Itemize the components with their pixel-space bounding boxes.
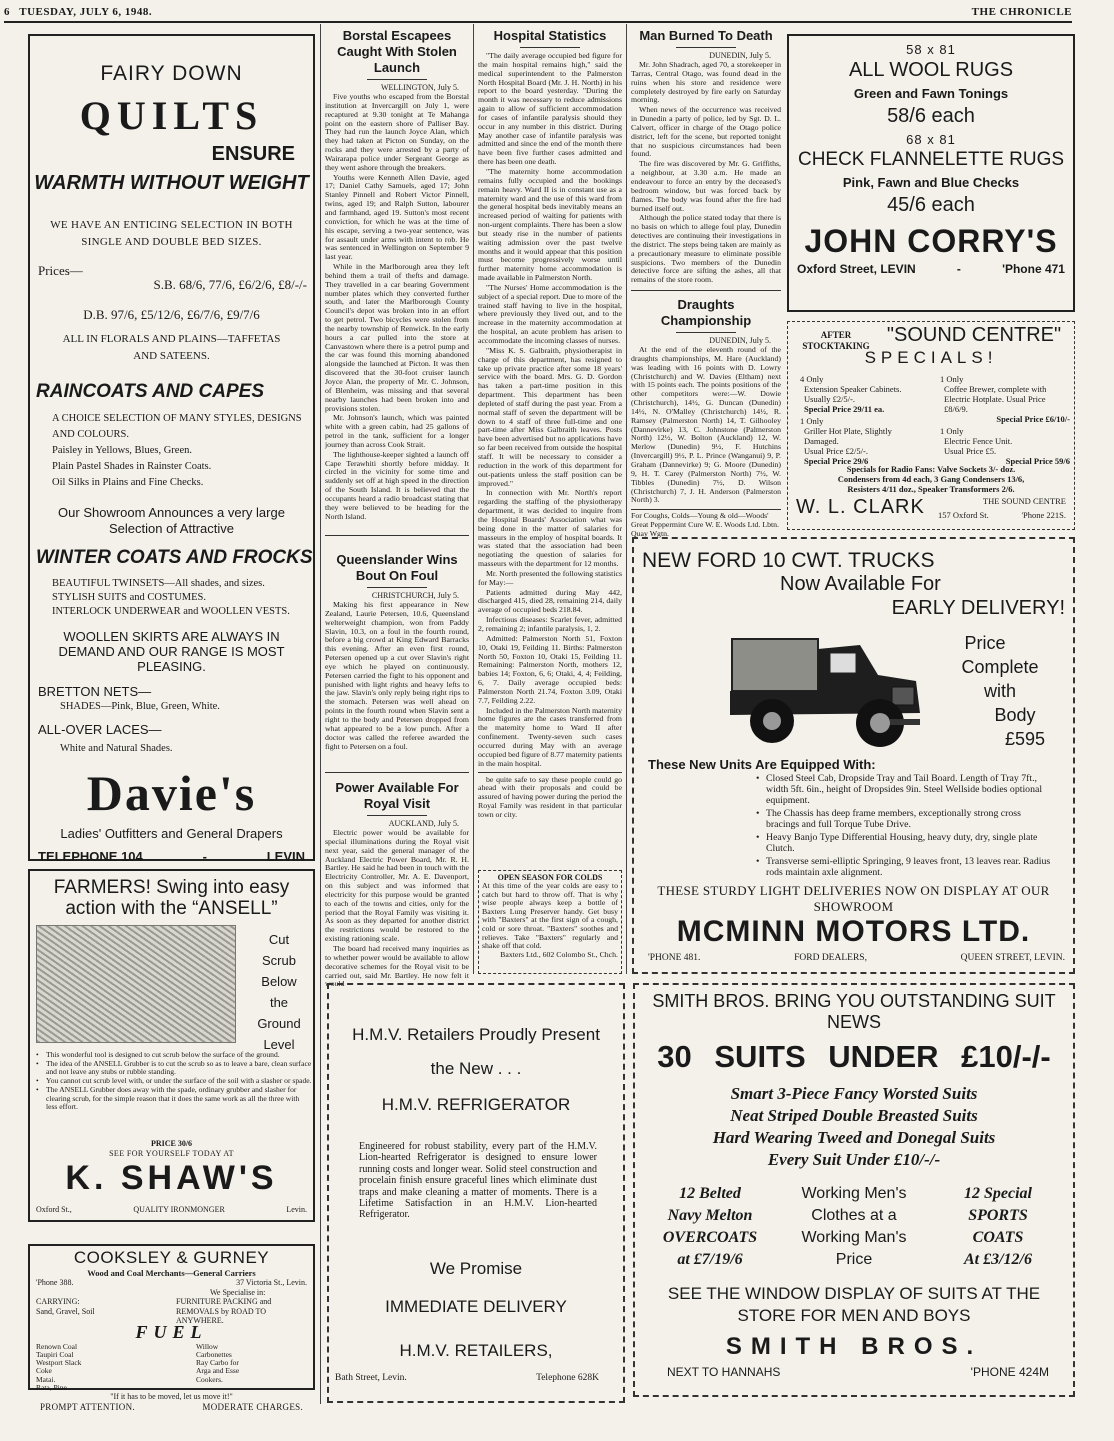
shaw-price: PRICE 30/6: [150, 1139, 193, 1148]
shaw-quality: QUALITY IRONMONGER: [133, 1205, 225, 1214]
mcminn-logo: MCMINN MOTORS LTD.: [676, 915, 1031, 948]
raincoats-heading: RAINCOATS AND CAPES: [36, 381, 265, 402]
offer-line: Working Men's: [801, 1185, 907, 1202]
item-special: Special Price 29/6: [804, 456, 869, 466]
article-paragraph: At the end of the eleventh round of the draughts championships, M. Hare (Auckland) was leading with 16 points with D. Lowry (Christchurch) and W. Davies (Eltham) next with 15 points each. The points positions of the other competitors were:—W. Dowie (Christchurch), 14½, G. Duncan (Dunedin) 14½, N. O'Malley (Christchurch) 14½, R. Ramsey (Palmerston North) 14, T. Gilhooley (Dannevirke) 13, C. Johnstone (Palmerston North) 12½, W. Bolton (Auckland) 12, W. Merlow (Dunedin) 9½, F. Hutchins (Invercargill) 9½, P. L. Prince (Wanganui) 9, P. Graham (Dannevirke) 9; G. Moore (Dunedin) 9, H. T. Carey (Palmerston North) 7½, W. Tibbles (Dunedin) 7½, D. Wilson (Christchurch) 7, J. H. Anderson (Palmerston North) 3.: [631, 345, 781, 505]
shaw-bullet: • The ANSELL Grubber does away with the spade, ordinary grubber and slasher for clearing scrub, for the simple reason that it does the same work as all the three with less effort.: [34, 1086, 312, 1112]
peppermint-ad: For Coughs, Colds—Young & old—Woods' Great Peppermint Cure W. E. Woods Ltd. Lbtn. Quay Wgtn.: [631, 511, 779, 538]
side-line-4: the: [269, 995, 289, 1010]
draughts-headline: Draughts Championship: [660, 297, 752, 328]
side-line-5: Ground: [257, 1016, 301, 1031]
suit-line: Every Suit Under £10/-/-: [767, 1150, 941, 1169]
queenslander-headline: Queenslander Wins Bout On Foul: [336, 552, 458, 583]
cooksley-contact: [36, 1278, 307, 1288]
shaw-see: SEE FOR YOURSELF TODAY AT: [109, 1149, 234, 1158]
offer-line: 12 Belted: [679, 1185, 741, 1202]
cooksley-title: COOKSLEY & GURNEY: [73, 1248, 270, 1267]
article-paragraph: Included in the Palmerston North maternity home figures are the cases transferred from the maternity home to Ward II after confinement. Twenty-seven such cases occurred during May with an average occupied bed figure of 8.77 maternity patients in the main hospital.: [478, 705, 622, 768]
early-delivery: EARLY DELIVERY!: [891, 597, 1065, 619]
truck-price-block: [930, 631, 1070, 751]
page-number: 6: [4, 6, 10, 18]
item-special: Special Price 59/6: [1005, 456, 1070, 466]
corry-logo: JOHN CORRY'S: [804, 223, 1058, 259]
corry-price-2: 45/6 each: [887, 194, 975, 216]
burned-article: [631, 28, 781, 286]
mcminn-address: QUEEN STREET, LEVIN.: [960, 953, 1065, 963]
side-line-3: Below: [261, 974, 297, 989]
article-paragraph: Patients admitted during May 442, discharged 415, died 28, remaining 214, daily average of occupied beds 218.84.: [478, 587, 622, 615]
article-paragraph: "The maternity home accommodation remains fully occupied and the bookings remain heavy. Ward II is in constant use as a maternity ward and the use of this ward from the general hospital beds inevitably means an increased period of waiting for patients with non-urgent complaints. There has been a slow but steady rise in the number of patients waiting admission over the past twelve months and it would appear that this position must become progressively worse until further maternity home accommodation is made available in Palmerston North.: [478, 166, 622, 283]
sound-centre-name: THE SOUND CENTRE: [982, 496, 1066, 506]
fuel-item: Coke: [36, 1366, 52, 1376]
shaw-footer: [36, 1205, 307, 1214]
section-rule: [325, 772, 469, 773]
ford-trucks-heading: NEW FORD 10 CWT. TRUCKS: [642, 549, 935, 572]
radio-line: Specials for Radio Fans: Valve Sockets 3/- doz.: [846, 464, 1016, 474]
offer-line: Clothes at a: [811, 1207, 897, 1224]
corry-size-1: 58 x 81: [906, 42, 956, 57]
skirts-text: WOOLLEN SKIRTS ARE ALWAYS IN DEMAND AND OUR RANGE IS MOST PLEASING.: [58, 629, 285, 674]
sound-item: [934, 374, 1070, 424]
bretton-text: SHADES—Pink, Blue, Green, White.: [60, 701, 220, 712]
article-paragraph: "Miss K. S. Galbraith, physiotherapist in charge of this department, has resigned to take up private practice after some 18 years' service with the board. Mrs. G. D. Gordon has taken a part-time position in this department. This department has been depleted of staff during the past year. From a normal staff of seven the department will be down to 4 staff of three full-time and one part-time after Miss Galbraith leaves. Posts have been advertised but no applications have so far been received from outside the hospital staff. It will be necessary to consider a reduction in the work of this department for out-patients unless the staff position can be improved.": [478, 345, 622, 488]
shaw-side-text: [244, 929, 314, 1055]
clark-phone: 'Phone 221S.: [1021, 510, 1066, 520]
ford-truck-illustration: [720, 623, 930, 755]
davies-footer: [38, 849, 305, 864]
article-paragraph: The board had received many inquiries as to whether power would be available to allow decorative schemes for the Royal visit to be carried out, said Mr. Bartley. He now felt it would: [325, 943, 469, 989]
clark-logo: W. L. CLARK: [796, 496, 925, 518]
sound-centre-title: "SOUND CENTRE": [886, 324, 1062, 346]
overcoats-offer: [645, 1183, 775, 1271]
headline-rule: [676, 332, 736, 333]
article-paragraph: be quite safe to say these people could go ahead with their proposals and could be assured of having power during the period the Royal Family was resident in that particular town or city.: [478, 774, 622, 819]
item-desc: Electric Fence Unit.: [944, 436, 1013, 446]
prices-label: Prices—: [38, 263, 83, 278]
clark-address: 157 Oxford St.: [938, 510, 989, 520]
item-desc: Extension Speaker Cabinets.: [804, 384, 902, 394]
hmv-refrigerator: H.M.V. REFRIGERATOR: [381, 1095, 571, 1114]
fuel-heading: FUEL: [135, 1321, 208, 1342]
side-line-1: Cut: [268, 932, 290, 947]
hmv-body: Engineered for robust stability, every part of the H.M.V. Lion-hearted Refrigerator is designed to ensure lower running costs and longer wear. Solid steel construction and procelain finish ensure graceful lines which eliminate dust traps and make cleaning a matter of moments. There is a Lifetime Satisfaction in an H.M.V. Lion-hearted Refrigerator.: [359, 1141, 597, 1221]
page-date: TUESDAY, JULY 6, 1948.: [19, 6, 153, 18]
smith-advertisement: [633, 983, 1075, 1397]
shaw-logo: K. SHAW'S: [65, 1159, 278, 1197]
working-clothes-offer: [784, 1183, 924, 1271]
corry-checks: Pink, Fawn and Blue Checks: [842, 175, 1020, 190]
sound-item: [794, 416, 926, 466]
sound-item: [794, 374, 926, 414]
truck-features: [754, 773, 1054, 878]
smith-phone: 'PHONE 424M: [970, 1365, 1049, 1379]
fuel-list: [36, 1343, 307, 1393]
raincoats-line-2: Paisley in Yellows, Blues, Green.: [52, 445, 192, 456]
fuel-item: Matai.: [36, 1374, 56, 1384]
offer-line: OVERCOATS: [662, 1229, 758, 1246]
fuel-item: Taupiri Coal: [36, 1349, 74, 1359]
paper-name: THE CHRONICLE: [971, 6, 1072, 18]
corry-address: Oxford Street, LEVIN: [797, 262, 916, 276]
florals-text: ALL IN FLORALS AND PLAINS—TAFFETAS AND SATEENS.: [62, 333, 281, 362]
cooksley-motto: "If it has to be moved, let us move it!": [110, 1392, 233, 1402]
article-paragraph: In connection with Mr. North's report regarding the staffing of the physiotherapy department, it was decided to inquire from the Hospital Boards' Association what was being done in the matter of salaries for masseurs in the employ of hospital boards. It was stated that the association had been negotiating the question of salaries for masseurs with the department for 12 months.: [478, 488, 622, 569]
davies-subtitle: Ladies' Outfitters and General Drapers: [60, 826, 283, 841]
headline-rule: [367, 79, 427, 80]
cooksley-advertisement: [28, 1244, 315, 1412]
mcminn-dealers: FORD DEALERS,: [794, 953, 867, 963]
shaw-bullet: • You cannot cut scrub level with, or under the surface of the soil with a slasher or spade.: [34, 1077, 312, 1086]
offer-line: Price: [835, 1251, 873, 1268]
smith-suit-lines: [635, 1083, 1073, 1171]
shaw-town: Levin.: [286, 1205, 307, 1214]
corry-tonings: Green and Fawn Tonings: [853, 86, 1009, 101]
hmv-address: Bath Street, Levin.: [335, 1372, 407, 1383]
raincoats-text: [52, 411, 303, 491]
article-paragraph: Infectious diseases: Scarlet fever, admitted 2, remaining 2; infantile paralysis, 1, 2.: [478, 615, 622, 633]
cooksley-footer: [40, 1402, 303, 1412]
hmv-footer: [335, 1373, 599, 1383]
power-headline: Power Available For Royal Visit: [335, 780, 459, 811]
all-wool-rugs: ALL WOOL RUGS: [848, 59, 1014, 81]
colds-text: At this time of the year colds are easy to catch but hard to throw off. That is why wise people always keep a bottle of Baxters Lung Preserver handy. Get busy with "Baxters" at the first sign of a cough, cold or sore throat. "Baxters" soothes and relieves. Take "Baxters" regularly and shake off that cold.: [482, 881, 618, 951]
item-desc: Griller Hot Plate, Slightly Damaged.: [804, 426, 892, 446]
window-display: SEE THE WINDOW DISPLAY OF SUITS AT THE STORE FOR MEN AND BOYS: [667, 1284, 1041, 1325]
corry-dash: -: [956, 262, 961, 276]
suit-line: Hard Wearing Tweed and Donegal Suits: [712, 1128, 996, 1147]
price-line: Price: [964, 633, 1006, 653]
hmv-promise: We Promise: [429, 1258, 523, 1278]
showroom-text: Our Showroom Announces a very large Selection of Attractive: [58, 505, 285, 536]
fairy-down-heading: FAIRY DOWN: [100, 62, 243, 85]
burned-headline: Man Burned To Death: [639, 28, 773, 43]
offer-line: At £3/12/6: [963, 1251, 1032, 1268]
winter-line-3: INTERLOCK UNDERWEAR and WOOLLEN VESTS.: [52, 606, 290, 617]
article-paragraph: The fire was discovered by Mr. G. Griffiths, a neighbour, at 3.30 a.m. He made an endeavour to force an entry by the deceased's bedroom window, but was forced back by flames. The body was found after the fire had burned itself out.: [631, 159, 781, 213]
item-qty: 4 Only: [800, 374, 824, 384]
fuel-item: Arga and Esse: [196, 1366, 240, 1376]
item-qty: 1 Only: [800, 416, 824, 426]
article-paragraph: Youths were Kenneth Allen Davie, aged 17; Daniel Cathy Samuels, aged 17; John Stanley Pinnell and Robert Victor Pinnell, twins, aged 19; and Ralph Sutton, labourer and farmhand, aged 19. Sutton's most recent conviction, for which he was at the time of his escape, serving a two-year sentence, was for assault under arms with intent to rob. He was sentenced in Wellington on September 9 last year.: [325, 172, 469, 262]
selection-text: WE HAVE AN ENTICING SELECTION IN BOTH SINGLE AND DOUBLE BED SIZES.: [50, 219, 293, 248]
article-paragraph: When news of the occurrence was received in Dunedin a party of police, led by Sgt. D. L. Calvert, officer in charge of the Otago police district, left for the scene, but reported tonight that no suspicious circumstances had been found.: [631, 105, 781, 159]
headline-rule: [367, 587, 427, 588]
sound-right-column: [934, 374, 1070, 466]
draughts-article: [631, 297, 781, 506]
sound-radio-specials: [792, 464, 1070, 494]
item-usual: Usual Price £5.: [944, 446, 997, 456]
section-rule: [631, 290, 781, 291]
headline-rule: [520, 47, 580, 48]
price-line: Complete: [961, 657, 1039, 677]
feature-item: • Heavy Banjo Type Differential Housing, heavy duty, dry, single plate Clutch.: [754, 832, 1054, 854]
smith-headline: SMITH BROS. BRING YOU OUTSTANDING SUIT NEWS: [652, 991, 1056, 1032]
item-usual: Usually £2/5/-.: [804, 394, 855, 404]
hospital-headline: Hospital Statistics: [493, 28, 607, 43]
corry-footer: [797, 262, 1065, 276]
winter-line-1: BEAUTIFUL TWINSETS—All shades, and sizes.: [52, 578, 265, 589]
corry-size-2: 68 x 81: [906, 132, 956, 147]
shaw-advertisement: [28, 869, 315, 1222]
item-usual: Usual Price £2/5/-.: [804, 446, 868, 456]
article-paragraph: Mr. Johnson's launch, which was painted white with a green cabin, had 25 gallons of petrol in the tank, sufficient for a longer journey than across Cook Strait.: [325, 413, 469, 449]
fuel-item: Rata, Pine: [36, 1382, 67, 1392]
suits-under: 30 SUITS UNDER £10/-/-: [657, 1039, 1051, 1074]
fuel-item: Renown Coal: [36, 1341, 78, 1351]
sound-left-column: [794, 374, 926, 466]
article-paragraph: Five youths who escaped from the Borstal institution at Invercargill on July 1, were recaptured at 9.30 tonight at Te Mahanga point on the eastern shore of Palliser Bay. They had run the launch Joyce Alan, which they had taken at Picton on Sunday, on the rocks and they were arrested by a party of Wairarapa police under Sergeant George as they went ashore through the breakers.: [325, 92, 469, 172]
item-special: Special Price 29/11 ea.: [804, 404, 885, 414]
column-rule: [320, 24, 321, 1404]
fuel-item: Westport Slack: [36, 1358, 82, 1368]
winter-line-2: STYLISH SUITS and COSTUMES.: [52, 592, 207, 603]
laces-text: White and Natural Shades.: [60, 743, 173, 754]
price-line: £595: [1004, 729, 1046, 749]
column-rule: [626, 24, 627, 974]
header-rule: [4, 21, 1072, 23]
offer-line: SPORTS: [968, 1207, 1028, 1224]
prompt-text: PROMPT ATTENTION.: [40, 1401, 135, 1412]
colds-title: OPEN SEASON FOR COLDS: [497, 873, 603, 882]
fuel-item: Ray Carbo for: [196, 1358, 239, 1368]
article-paragraph: Making his first appearance in New Zealand, Laurie Petersen, 10.6, Queensland welterweight champion, won from Paddy Slavin, 10.3, on a foul in the fourth round, before a big crowd at King Edward Barracks this evening. After an even first round, Petersen opened up a cut over Slavin's right eye which he played on continuously. Petersen carried the fight to his opponent and punished with light rights and heavy lefts to the jaw. Slavin's only reply being right rips to the stomach. Petersen was well ahead on points in the fourth round when Slavin sent a right to the body and Petersen dropped from what appeared to be a low punch. After a doctor was called the referee awarded the fight to Petersen on a foul.: [325, 600, 469, 751]
queenslander-article: [325, 552, 469, 752]
winter-coats-heading: WINTER COATS AND FROCKS: [36, 547, 313, 568]
page-header: [4, 6, 1072, 20]
sound-item: [934, 426, 1070, 466]
after-stocktaking: AFTER STOCKTAKING: [802, 330, 870, 351]
mcminn-advertisement: [632, 537, 1075, 974]
price-line: Body: [994, 705, 1036, 725]
article-paragraph: "The Nurses' Home accommodation is the subject of a special report. Due to more of the trained staff having to live in the hospital, where previously they lived out, and to the increase in the maternity accommodation at the hospital, an acute problem has arisen to accommodate the incoming classes of nurses.: [478, 282, 622, 345]
item-desc: Coffee Brewer, complete with Electric Hotplate. Usual Price £8/6/9.: [944, 384, 1047, 414]
suit-line: Smart 3-Piece Fancy Worsted Suits: [730, 1084, 978, 1103]
article-paragraph: Electric power would be available for special illuminations during the Royal visit next year, said the general manager of the Auckland Electric Power Board, Mr. R. H. Bartley. He said he had been in touch with the Electricity Controller, Mr. A. E. Davenport, on this subject and was informed that electricity for this purpose would be granted to each of the towns and cities, only for the period that the Royal Family was visiting it. As soon as they departed for another district the restrictions would be restored to the existing rationing scale.: [325, 828, 469, 944]
borstal-headline: Borstal Escapees Caught With Stolen Launch: [337, 28, 457, 75]
carrying-items: Sand, Gravel, Soil: [36, 1306, 95, 1316]
offer-line: 12 Special: [964, 1185, 1032, 1202]
feature-item: • Transverse semi-elliptic Springing, 9 leaves front, 13 leaves rear. Radius rods maintain axle alignment.: [754, 856, 1054, 878]
shaw-bullets: [34, 1051, 312, 1112]
cooksley-address: 37 Victoria St., Levin.: [236, 1278, 307, 1287]
feature-item: • The Chassis has deep frame members, exceptionally strong cross bracings and full Torque Tube Drive.: [754, 808, 1054, 830]
corry-phone: 'Phone 471: [1002, 262, 1065, 276]
corry-price-1: 58/6 each: [887, 105, 975, 127]
shaw-title: FARMERS! Swing into easy action with the “ANSELL”: [53, 877, 290, 919]
article-paragraph: "The daily average occupied bed figure for the main hospital remains high," said the medical superintendent to the Palmerston North Hospital Board (Mr. J. H. North) in his report to the board yesterday. "During the month it was necessary to reduce admissions again to allow of sufficient accommodation for cases of infantile paralysis should they occur in any number in this district. During May another case of infantile paralysis was admitted and since the end of the month there have been five further cases admitted and there has been one death.: [478, 51, 622, 167]
quilts-heading: QUILTS: [79, 93, 264, 138]
borstal-article: [325, 28, 469, 523]
raincoats-line-1: A CHOICE SELECTION OF MANY STYLES, DESIGNS AND COLOURS.: [52, 413, 302, 440]
section-rule: [325, 535, 469, 536]
mcminn-footer: [648, 953, 1065, 963]
radio-line: Resisters 4/11 doz., Speaker Transformers 2/6.: [847, 484, 1015, 494]
radio-line: Condensers from 4d each, 3 Gang Condensers 13/6,: [837, 474, 1025, 484]
ensure-heading: ENSURE: [211, 143, 295, 165]
burned-dateline: DUNEDIN, July 5.: [709, 51, 771, 60]
bretton-heading: BRETTON NETS—: [38, 684, 152, 699]
shaw-bullet: • The idea of the ANSELL Grubber is to cut the scrub so as to leave a bare, clean surface and not leave any stubs or rubble standing.: [34, 1060, 312, 1077]
section-rule: [478, 772, 622, 773]
mcminn-phone: 'PHONE 481.: [648, 953, 701, 963]
column-rule: [473, 24, 474, 974]
colds-advertisement: [478, 870, 622, 974]
smith-next: NEXT TO HANNAHS: [667, 1365, 781, 1379]
side-line-2: Scrub: [262, 953, 296, 968]
davies-town: LEVIN: [266, 849, 305, 864]
article-paragraph: Mr. John Shadrach, aged 70, a storekeeper in Tarras, Central Otago, was found dead in the ruins when his store and residence were completely destroyed by fire early on Saturday morning.: [631, 60, 781, 105]
colds-address: Baxters Ltd., 602 Colombo St., Chch.: [500, 949, 618, 959]
laces-heading: ALL-OVER LACES—: [38, 722, 162, 737]
offer-line: Working Man's: [801, 1229, 907, 1246]
now-available: Now Available For: [780, 573, 941, 595]
item-qty: 1 Only: [940, 374, 964, 384]
furniture-text: FURNITURE PACKING and REMOVALS by ROAD TO ANYWHERE.: [176, 1297, 272, 1325]
queenslander-dateline: CHRISTCHURCH, July 5.: [371, 591, 459, 600]
grubber-illustration: [36, 925, 236, 1043]
hmv-delivery: IMMEDIATE DELIVERY: [385, 1296, 567, 1316]
cooksley-subtitle: Wood and Coal Merchants—General Carriers: [87, 1268, 256, 1278]
headline-rule: [676, 47, 736, 48]
hmv-new: the New . . .: [430, 1059, 522, 1078]
draughts-dateline: DUNEDIN, July 5.: [709, 336, 771, 345]
davies-advertisement: [28, 34, 315, 864]
sound-centre-advertisement: [787, 321, 1075, 530]
hmv-retailers: H.M.V. RETAILERS,: [399, 1340, 553, 1360]
davies-telephone: TELEPHONE 104: [38, 849, 143, 864]
moderate-text: MODERATE CHARGES.: [202, 1401, 303, 1412]
hmv-present: H.M.V. Retailers Proudly Present: [352, 1025, 600, 1044]
shaw-street: Oxford St.,: [36, 1205, 72, 1214]
headline-rule: [367, 815, 427, 816]
offer-line: at £7/19/6: [677, 1251, 743, 1268]
suit-line: Neat Striped Double Breasted Suits: [730, 1106, 978, 1125]
hmv-advertisement: [327, 983, 625, 1403]
raincoats-line-3: Plain Pastel Shades in Rainster Coats.: [52, 461, 212, 472]
offer-line: COATS: [972, 1229, 1024, 1246]
power-dateline: AUCKLAND, July 5.: [388, 819, 459, 828]
check-flannelette-rugs: CHECK FLANNELETTE RUGS: [797, 149, 1065, 170]
hospital-article: [478, 28, 622, 821]
fuel-item: Carbonettes: [196, 1349, 232, 1359]
equipped-heading: These New Units Are Equipped With:: [648, 757, 876, 772]
single-bed-prices: S.B. 68/6, 77/6, £6/2/6, £8/-/-: [153, 277, 307, 292]
hmv-phone: Telephone 628K: [536, 1372, 599, 1383]
double-bed-prices: D.B. 97/6, £5/12/6, £6/7/6, £9/7/6: [83, 307, 260, 322]
item-special: Special Price £6/10/-: [996, 414, 1070, 424]
borstal-dateline: WELLINGTON, July 5.: [380, 83, 459, 92]
side-line-6: Level: [263, 1037, 295, 1052]
cooksley-phone: 'Phone 388.: [36, 1278, 74, 1287]
offer-line: Navy Melton: [667, 1207, 753, 1224]
cooksley-specialise: We Specialise in:: [210, 1287, 266, 1297]
fuel-item: Cookers.: [196, 1374, 223, 1384]
display-text: THESE STURDY LIGHT DELIVERIES NOW ON DISPLAY AT OUR SHOWROOM: [657, 883, 1050, 914]
article-paragraph: Although the police stated today that there is no basis on which to allege foul play, Dunedin detectives are continuing their investigations in the district. The steps being taken are mainly as a precautionary measure to eliminate possible suspicions. Two members of the Dunedin detective force are sifting the ashes, all that remains of the store room.: [631, 213, 781, 285]
section-rule: [631, 509, 781, 510]
price-line: with: [983, 681, 1016, 701]
sports-coats-offer: [933, 1183, 1063, 1271]
davies-dash: -: [202, 849, 207, 864]
power-article: [325, 780, 469, 990]
winter-text: [52, 577, 303, 619]
article-paragraph: Admitted: Palmerston North 51, Foxton 10, Otaki 19, Feilding 11. Births: Palmerston North 50, Foxton 10, Otaki 15, Feilding 11. Remaining: Palmerston North, mothers 12, babies 14; Foxton, 6, 6; Otaki, 4, 4; Feilding, 6, 7. Daily average occupied beds: Palmerston North 21.74, Foxton 3.09, Otaki 7.7, Feilding 2.22.: [478, 633, 622, 705]
fuel-item: Willow: [196, 1341, 219, 1351]
item-qty: 1 Only: [940, 426, 964, 436]
warmth-heading: WARMTH WITHOUT WEIGHT: [34, 172, 309, 194]
smith-footer: [667, 1365, 1049, 1379]
shaw-bullet: • This wonderful tool is designed to cut scrub below the surface of the ground.: [34, 1051, 312, 1060]
raincoats-line-4: Oil Silks in Plains and Fine Checks.: [52, 477, 204, 488]
smith-logo: SMITH BROS.: [725, 1333, 983, 1360]
smith-offer-columns: [645, 1183, 1063, 1271]
feature-item: • Closed Steel Cab, Dropside Tray and Tail Board. Length of Tray 7ft., width 5ft. 6in., height of Dropsides 9in. Steel Wellside bodies optional equipment.: [754, 773, 1054, 806]
davies-logo: Davie's: [86, 765, 257, 821]
carrying-label: CARRYING:: [36, 1297, 80, 1306]
article-paragraph: Mr. North presented the following statistics for May:—: [478, 568, 622, 587]
article-paragraph: The lighthouse-keeper sighted a launch off Cape Terawhiti shortly before midday. It circled in the vicinity for some time and suddenly set off at high speed in the direction of the South Island. It is believed that the occupants heard a radio broadcast stating that they were believed to be heading for the North Island.: [325, 449, 469, 521]
corry-advertisement: [787, 34, 1075, 312]
article-paragraph: While in the Marlborough area they left behind them a trail of thefts and damage. They travelled in a car bearing Government number plates which they converted further south, and later the Marlborough County Council's depot was broken into in an effort to get petrol. Two bicycles were stolen from the nearby township of Renwick. In the early hours a car pulled into the store at Canvastown where there is a petrol pump and the car was found this morning abandoned alongside the launched at Picton. It was then discovered that the 30-foot cruiser launch Joyce Alan, the property of Mr. C. Johnson, of Blenheim, was missing and that several nearby launches had been broken into and provisions stolen.: [325, 262, 469, 413]
specials-heading: SPECIALS!: [864, 348, 998, 367]
